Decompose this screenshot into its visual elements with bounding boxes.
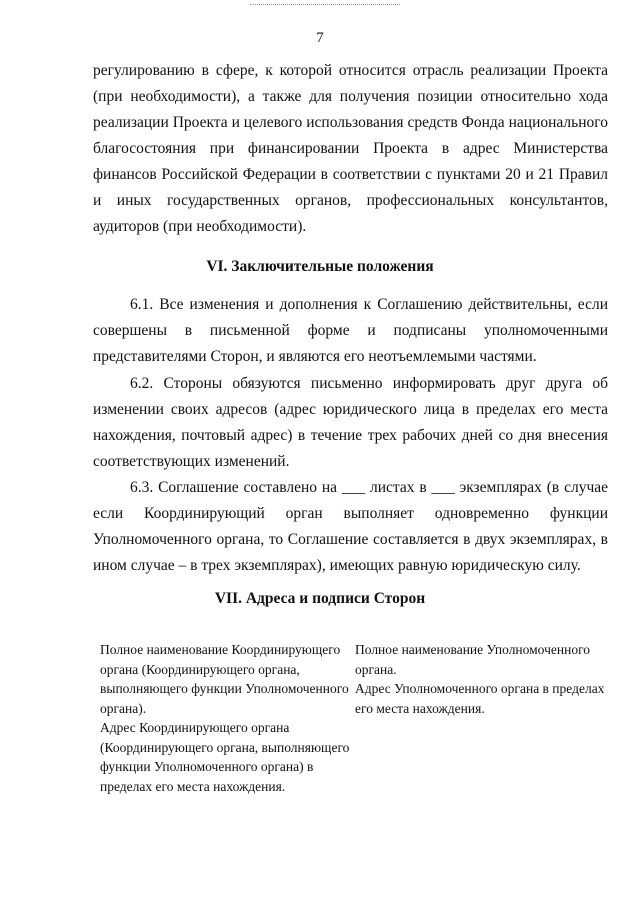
authorized-body-column [355, 640, 615, 718]
clause-6-2-text: 6.2. Стороны обязуются письменно информировать друг друга об изменении своих адресов (адрес юридического лица в пределах его места нахождения, почтовый адрес) в течение трех рабочих дней со дня внесения соответствующих изменений. [93, 375, 608, 470]
clause-6-1-text: 6.1. Все изменения и дополнения к Соглашению действительны, если совершены в письменной форме и подписаны уполномоченными представителями Сторон, и являются его неотъемлемыми частями. [93, 296, 608, 365]
clause-6-3 [93, 475, 608, 579]
clause-6-1 [93, 292, 608, 370]
intro-paragraph [93, 58, 608, 240]
page-number: 7 [316, 30, 324, 46]
clause-6-3-text: 6.3. Соглашение составлено на ___ листах в ___ экземплярах (в случае если Координирующий орган выполняет одновременно функции Уполномоченного органа, то Соглашение составляется в двух экземплярах, в ином случае – в трех экземплярах), имеющих равную юридическую силу. [93, 479, 608, 574]
clause-6-2 [93, 371, 608, 475]
coordinating-body-address: Адрес Координирующего органа (Координирующего органа, выполняющего функции Уполномоченного органа) в пределах его места нахождения. [100, 720, 350, 794]
coordinating-body-name: Полное наименование Координирующего органа (Координирующего органа, выполняющего функции Уполномоченного органа). [100, 642, 349, 716]
section-6-heading: VI. Заключительные положения [206, 258, 434, 275]
section-7-heading: VII. Адреса и подписи Сторон [214, 590, 426, 607]
authorized-body-address: Адрес Уполномоченного органа в пределах его места нахождения. [355, 681, 605, 716]
top-dotted-rule [250, 4, 400, 5]
coordinating-body-column [100, 640, 355, 796]
intro-text: регулированию в сфере, к которой относится отрасль реализации Проекта (при необходимости), а также для получения позиции относительно хода реализации Проекта и целевого использования средств Фонда национального благосостояния при финансировании Проекта в адрес Министерства финансов Российской Федерации в соответствии с пунктами 20 и 21 Правил и иных государственных органов, профессиональных консультантов, аудиторов (при необходимости). [93, 62, 608, 235]
authorized-body-name: Полное наименование Уполномоченного органа. [355, 642, 591, 677]
